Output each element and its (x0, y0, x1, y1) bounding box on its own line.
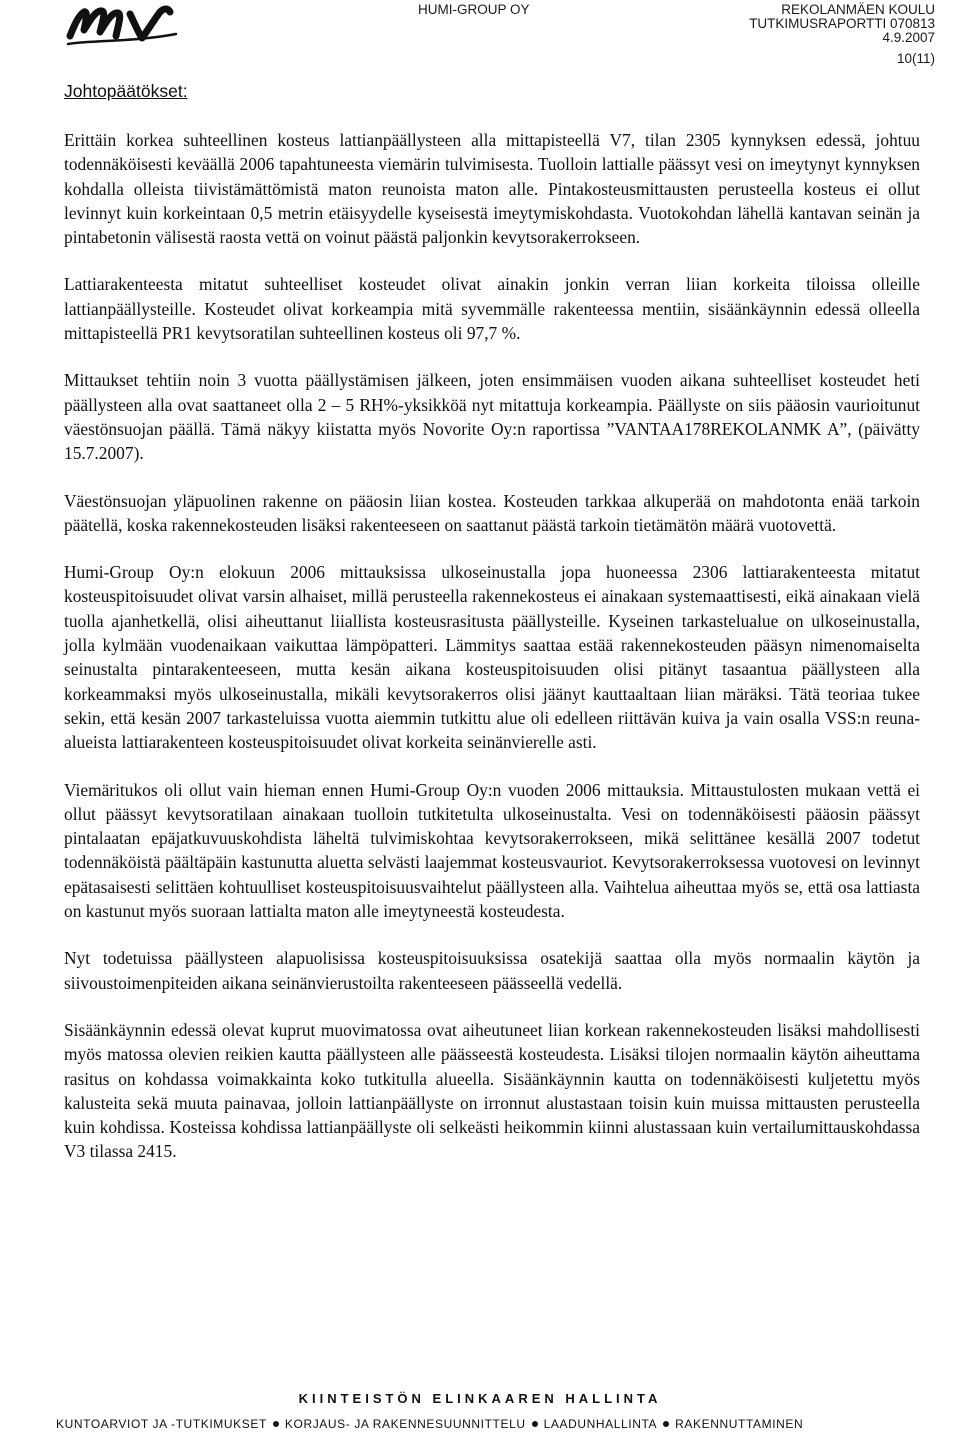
header-page-number: 10(11) (896, 51, 935, 66)
paragraph: Sisäänkäynnin edessä olevat kuprut muovimatossa ovat aiheutuneet liian korkean rakennekosteuden lisäksi mahdollisesti myös matossa olevien reikien kautta päällysteen alle päässeestä kosteudesta. Lisäksi tilojen normaalin käytön aiheuttama rasitus on kohdassa voimakkainta koko tutkitulla alueella. Sisäänkäynnin kautta on todennäköisesti kuljetettu myös kalusteita sekä muuta painavaa, jolloin lattianpäällyste on irronnut alustastaan toisin kuin muissa mittausten perusteella kuin kohdissa. Kosteissa kohdissa lattianpäällyste oli selkeästi heikommin kiinni alustassaan kuin vertailumittauskohdassa V3 tilassa 2415. (64, 1019, 920, 1162)
document-body (64, 128, 920, 1187)
paragraph: Humi-Group Oy:n elokuun 2006 mittauksissa ulkoseinustalla jopa huoneessa 2306 lattiarakenteesta mitatut kosteuspitoisuudet olivat varsin alhaiset, millä perusteella rakennekosteus ei ainakaan systemaattisesti, eikä ainakaan vielä tuolla ajanhetkellä, olisi aiheuttanut liiallista kosteusrasitusta päällysteille. Kyseinen tarkastelualue on ulkoseinustalla, jolla kylmään vuodenaikaan vaikuttaa lämpöpatteri. Lämmitys saattaa estää rakennekosteuden pääsyn nimenomaiselta seinustalta pintarakenteeseen, mutta kesän aikana kosteuspitoisuuden olisi pitänyt tasaantua päällysteen alla korkeammaksi myös ulkoseinustalla, mikäli kevytsorakerros olisi jäänyt kauttaaltaan liian märäksi. Tätä teoriaa tukee sekin, että kesän 2007 tarkasteluissa vuotta aiemmin tutkittu alue oli edelleen riittävän kuiva ja vain osalla VSS:n reuna-alueista lattiarakenteen kosteuspitoisuudet olivat korkeita seinänvierelle asti. (64, 562, 920, 753)
paragraph: Lattiarakenteesta mitatut suhteelliset kosteudet olivat ainakin jonkin verran liian korkeita tiloissa olleille lattianpäällysteille. Kosteudet olivat korkeampia mitä syvemmälle rakenteessa mentiin, sisäänkäynnin edessä olleella mittapisteellä PR1 kevytsoratilan suhteellinen kosteus oli 97,7 %. (64, 274, 920, 344)
section-title: Johtopäätökset: (64, 81, 188, 101)
footer-title: KIINTEISTÖN ELINKAAREN HALLINTA (298, 1391, 662, 1406)
header-report: TUTKIMUSRAPORTTI 070813 (749, 16, 935, 31)
footer-item: KORJAUS- JA RAKENNESUUNNITTELU (284, 1417, 526, 1431)
footer-item: LAADUNHALLINTA (543, 1417, 658, 1431)
header-info (749, 3, 935, 45)
bullet-icon (663, 1421, 669, 1427)
footer-services (56, 1417, 803, 1431)
paragraph: Nyt todetuissa päällysteen alapuolisissa kosteuspitoisuuksissa osatekijä saattaa olla myös normaalin käytön ja siivoustoimenpiteiden aikana seinänvierustoilta rakenteeseen päässeellä vedellä. (64, 948, 920, 993)
bullet-icon (273, 1421, 279, 1427)
header-project: REKOLANMÄEN KOULU (781, 2, 935, 17)
paragraph: Erittäin korkea suhteellinen kosteus lattianpäällysteen alla mittapisteellä V7, tilan 2305 kynnyksen edessä, johtuu todennäköisesti keväällä 2006 tapahtuneesta viemärin tulvimisesta. Tuolloin lattialle päässyt vesi on imeytynyt kynnyksen kohdalla olleista tiivistämättömistä maton reunoista maton alle. Pintakosteusmittausten perusteella kosteus ei ollut levinnyt kuin korkeintaan 0,5 metrin etäisyydelle kyseisestä imeytymiskohdasta. Vuotokohdan lähellä kantavan seinän ja pintabetonin välisestä raosta vettä on voinut päästä paljonkin kevytsorakerrokseen. (64, 130, 920, 248)
footer-item: RAKENNUTTAMINEN (675, 1417, 804, 1431)
paragraph: Viemäritukos oli ollut vain hieman ennen Humi-Group Oy:n vuoden 2006 mittauksia. Mittaustulosten mukaan vettä ei ollut päässyt kevytsoratilaan ainakaan tuolloin tutkitetulta ulkoseinustalta. Vesi on todennäköisesti pääosin päässyt pintalaatan epäjatkuvuuskohdista läheltä tulvimiskohtaa kevytsorakerrokseen, mikä selittänee kesällä 2007 todetut todennäköistä päältäpäin kastunutta aluetta selvästi laajemmat kosteusvauriot. Kevytsorakerroksessa vuotovesi on levinnyt epätasaisesti selittäen kohtuulliset kosteuspitoisuusvaihtelut päällysteen alla. Vaihtelua aiheuttaa myös se, että osa lattiasta on kastunut myös suoraan lattialta maton alle imeytyneestä kosteudesta. (64, 779, 920, 922)
header-date: 4.9.2007 (882, 30, 935, 45)
paragraph: Mittaukset tehtiin noin 3 vuotta päällystämisen jälkeen, joten ensimmäisen vuoden aikana suhteelliset kosteudet heti päällysteen alla ovat saattaneet olla 2 – 5 RH%-yksikköä nyt mitattuja korkeampia. Päällyste on siis pääosin vaurioitunut väestönsuojan päällä. Tämä näkyy kiistatta myös Novorite Oy:n raportissa ”VANTAA178REKOLANMK A”, (päivätty 15.7.2007). (64, 370, 920, 464)
paragraph: Väestönsuojan yläpuolinen rakenne on pääosin liian kostea. Kosteuden tarkkaa alkuperää on mahdotonta enää tarkoin päätellä, koska rakennekosteuden lisäksi rakenteeseen on saattanut päästä tarkoin tietämätön määrä vuotovettä. (64, 490, 920, 535)
footer-item: KUNTOARVIOT JA -TUTKIMUKSET (56, 1417, 267, 1431)
humi-group-logo-icon (64, 2, 182, 50)
bullet-icon (532, 1421, 538, 1427)
header-company: HUMI-GROUP OY (418, 2, 530, 17)
